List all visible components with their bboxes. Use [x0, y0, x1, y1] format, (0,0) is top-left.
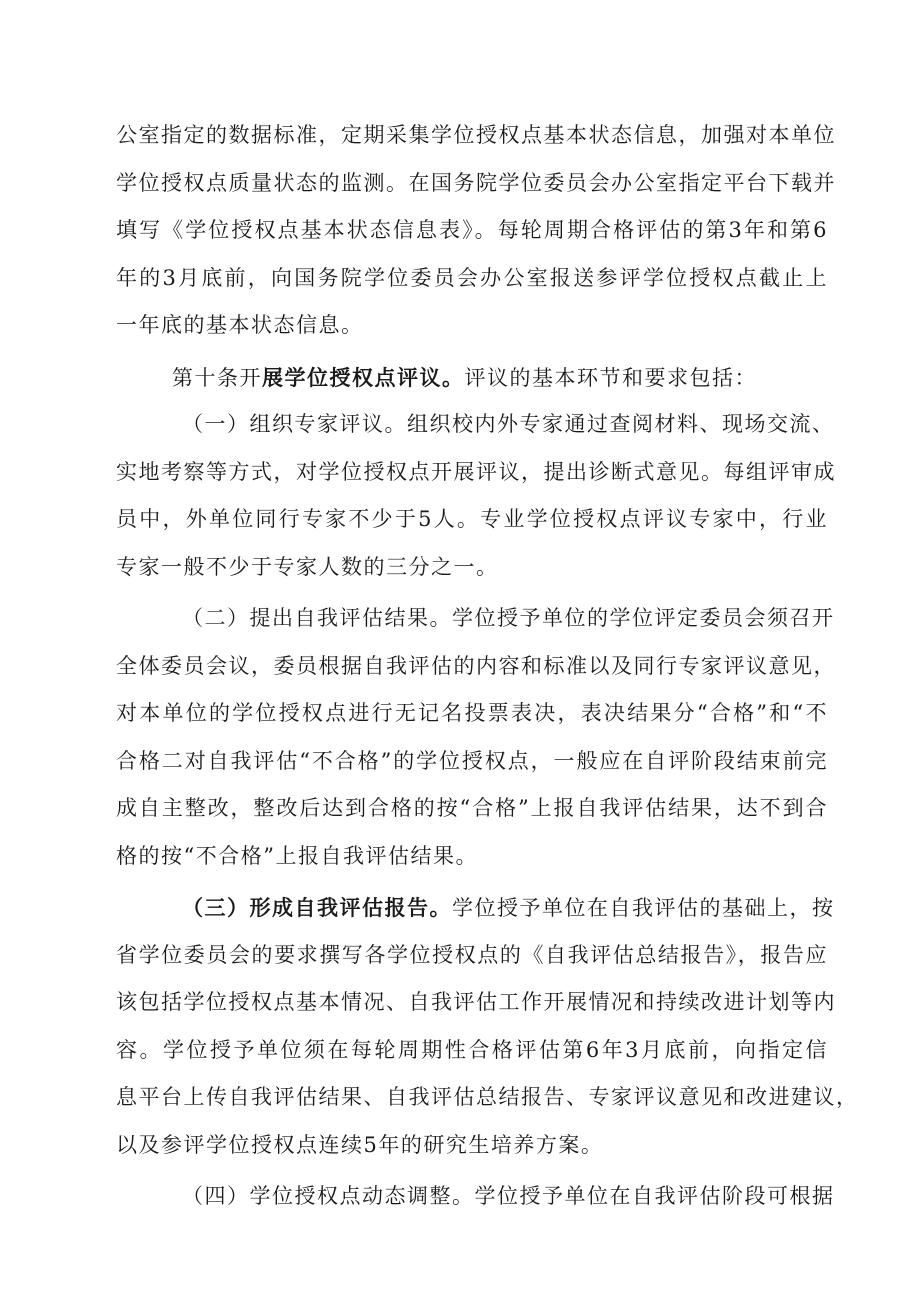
- text-line: 容。学位授予单位须在每轮周期性合格评估第6年3月底前，向指定信: [116, 1037, 828, 1062]
- text-line: 员中，外单位同行专家不少于5人。专业学位授权点评议专家中，行业: [116, 507, 828, 531]
- text-line: [116, 884, 835, 932]
- text-line: 学位授权点质量状态的监测。在国务院学位委员会办公室指定平台下载并: [116, 170, 836, 195]
- section-text: 学位授予单位在自我评估的基础上，按: [452, 896, 835, 920]
- paragraph-self-assessment-result: [116, 595, 836, 880]
- text-line: 年的3月底前，向国务院学位委员会办公室报送参评学位授权点截止上: [116, 265, 828, 290]
- text-line: 公室指定的数据标准，定期采集学位授权点基本状态信息，加强对本单位: [116, 123, 836, 147]
- text-line: 该包括学位授权点基本情况、自我评估工作开展情况和持续改进计划等内: [116, 990, 836, 1014]
- text-line: （一）组织专家评议。组织校内外专家通过查阅材料、现场交流、: [182, 412, 835, 436]
- text-line: 省学位委员会的要求撰写各学位授权点的《自我评估总结报告》，报告应: [116, 942, 828, 967]
- paragraph-state-info: [116, 112, 836, 350]
- text-line: 合格二对自我评估“不合格”的学位授权点，一般应在自评阶段结束前完: [116, 748, 828, 773]
- paragraph-expert-review: [116, 401, 836, 591]
- article-number: 第十条开: [172, 365, 262, 390]
- text-line: 专家一般不少于专家人数的三分之一。: [116, 554, 499, 579]
- section-title: （三）形成自我评估报告。: [182, 895, 452, 920]
- text-line: （四）学位授权点动态调整。学位授予单位在自我评估阶段可根据: [182, 1184, 835, 1208]
- text-line: 息平台上传自我评估结果、自我评估总结报告、专家评议意见和改进建议，: [116, 1085, 859, 1109]
- article-intro: 评议的基本环节和要求包括：: [464, 365, 757, 390]
- paragraph-self-assessment-report: [116, 884, 859, 1169]
- text-line: 实地考察等方式，对学位授权点开展评议，提出诊断式意见。每组评审成: [116, 459, 836, 484]
- text-line: 填写《学位授权点基本状态信息表》。每轮周期合格评估的第3年和第6: [116, 218, 828, 242]
- text-line: 对本单位的学位授权点进行无记名投票表决，表决结果分“合格”和“不: [116, 701, 828, 725]
- text-line: 全体委员会议，委员根据自我评估的内容和标准以及同行专家评议意见，: [116, 653, 836, 678]
- document-body: [116, 112, 859, 1221]
- text-line: 一年底的基本状态信息。: [116, 313, 364, 337]
- text-line: 以及参评学位授权点连续5年的研究生培养方案。: [116, 1132, 604, 1157]
- article-title: 展学位授权点评议。: [262, 364, 465, 390]
- text-line: 格的按“不合格”上报自我评估结果。: [116, 843, 478, 868]
- text-line: 成自主整改，整改后达到合格的按“合格”上报自我评估结果，达不到合: [116, 796, 828, 820]
- article-ten-heading: [116, 354, 828, 402]
- text-line: （二）提出自我评估结果。学位授予单位的学位评定委员会须召开: [182, 606, 835, 630]
- paragraph-dynamic-adjustment: [116, 1173, 835, 1221]
